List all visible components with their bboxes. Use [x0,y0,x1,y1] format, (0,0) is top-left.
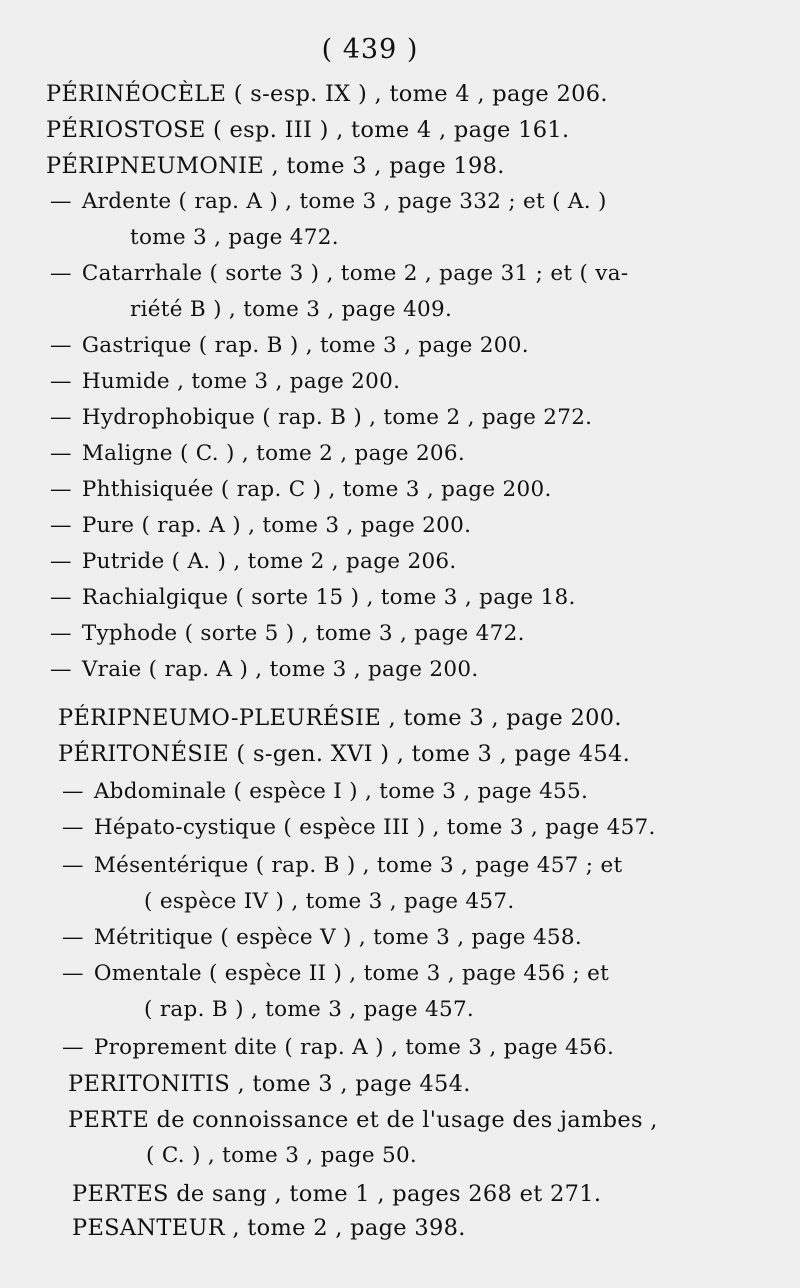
entry-text: Hépato-cystique ( espèce III ) , tome 3 , page 457. [93,815,656,840]
index-entry [68,1106,658,1134]
index-subentry [50,548,457,576]
index-entry [68,1070,471,1098]
dash-marker: — [50,405,72,430]
entry-text: PÉRINÉOCÈLE ( s-esp. IX ) , tome 4 , page 206. [46,81,608,107]
index-subentry [62,1034,614,1062]
index-entry [46,116,569,144]
index-subentry [62,852,622,880]
entry-text: Vraie ( rap. A ) , tome 3 , page 200. [81,657,479,682]
entry-text: Phthisiquée ( rap. C ) , tome 3 , page 200. [81,477,552,502]
entry-text: PESANTEUR , tome 2 , page 398. [72,1215,466,1241]
entry-text: PERITONITIS , tome 3 , page 454. [68,1071,471,1097]
dash-marker: — [62,779,84,804]
index-subentry [50,476,552,504]
dash-marker: — [62,853,84,878]
dash-marker: — [50,477,72,502]
dash-marker: — [50,441,72,466]
index-subentry [50,656,478,684]
entry-text: PERTE de connoissance et de l'usage des jambes , [68,1107,658,1133]
index-subentry [50,512,471,540]
index-subentry [50,368,400,396]
index-subentry [50,404,592,432]
index-subentry [50,188,607,216]
entry-text: Ardente ( rap. A ) , tome 3 , page 332 ; et ( A. ) [81,189,607,214]
entry-text: Mésentérique ( rap. B ) , tome 3 , page 457 ; et [93,853,623,878]
dash-marker: — [62,1035,84,1060]
index-continuation [130,296,452,324]
entry-text: Hydrophobique ( rap. B ) , tome 2 , page 272. [81,405,593,430]
index-continuation [130,224,339,252]
index-entry [58,740,630,768]
index-subentry [50,440,465,468]
index-continuation [144,888,515,916]
index-subentry [62,814,656,842]
dash-marker: — [50,261,72,286]
index-subentry [50,584,576,612]
entry-text: Putride ( A. ) , tome 2 , page 206. [81,549,457,574]
index-subentry [62,778,588,806]
entry-text: riété B ) , tome 3 , page 409. [130,297,453,322]
entry-text: tome 3 , page 472. [130,225,339,250]
entry-text: PERTES de sang , tome 1 , pages 268 et 271. [72,1181,602,1207]
dash-marker: — [62,925,84,950]
dash-marker: — [50,333,72,358]
index-subentry [50,332,529,360]
entry-text: PÉRIPNEUMO-PLEURÉSIE , tome 3 , page 200. [58,705,622,731]
dash-marker: — [50,513,72,538]
entry-text: Typhode ( sorte 5 ) , tome 3 , page 472. [81,621,525,646]
entry-text: ( espèce IV ) , tome 3 , page 457. [144,889,515,914]
dash-marker: — [50,369,72,394]
entry-text: PÉRIOSTOSE ( esp. III ) , tome 4 , page 161. [46,117,570,143]
index-entry [58,704,622,732]
index-entry [46,152,505,180]
index-entry [72,1214,466,1242]
dash-marker: — [62,815,84,840]
dash-marker: — [50,549,72,574]
entry-text: Proprement dite ( rap. A ) , tome 3 , page 456. [93,1035,615,1060]
entry-text: Métritique ( espèce V ) , tome 3 , page 458. [93,925,583,950]
entry-text: Gastrique ( rap. B ) , tome 3 , page 200. [81,333,529,358]
dash-marker: — [50,621,72,646]
entry-text: Catarrhale ( sorte 3 ) , tome 2 , page 31 ; et ( va- [81,261,629,286]
index-subentry [62,924,582,952]
dash-marker: — [50,585,72,610]
entry-text: Humide , tome 3 , page 200. [81,369,401,394]
entry-text: Maligne ( C. ) , tome 2 , page 206. [81,441,466,466]
entry-text: Rachialgique ( sorte 15 ) , tome 3 , page 18. [81,585,576,610]
entry-text: ( rap. B ) , tome 3 , page 457. [144,997,475,1022]
index-subentry [50,620,525,648]
index-subentry [62,960,609,988]
index-subentry [50,260,628,288]
page-number: ( 439 ) [321,34,419,65]
entry-text: PÉRITONÉSIE ( s-gen. XVI ) , tome 3 , page 454. [58,741,631,767]
index-entry [72,1180,601,1208]
index-continuation [146,1142,417,1170]
entry-text: PÉRIPNEUMONIE , tome 3 , page 198. [46,153,505,179]
entry-text: Omentale ( espèce II ) , tome 3 , page 456 ; et [93,961,610,986]
entry-text: ( C. ) , tome 3 , page 50. [146,1143,418,1168]
entry-text: Pure ( rap. A ) , tome 3 , page 200. [81,513,472,538]
entry-text: Abdominale ( espèce I ) , tome 3 , page 455. [93,779,589,804]
dash-marker: — [62,961,84,986]
index-continuation [144,996,474,1024]
index-entry [46,80,608,108]
dash-marker: — [50,189,72,214]
dash-marker: — [50,657,72,682]
